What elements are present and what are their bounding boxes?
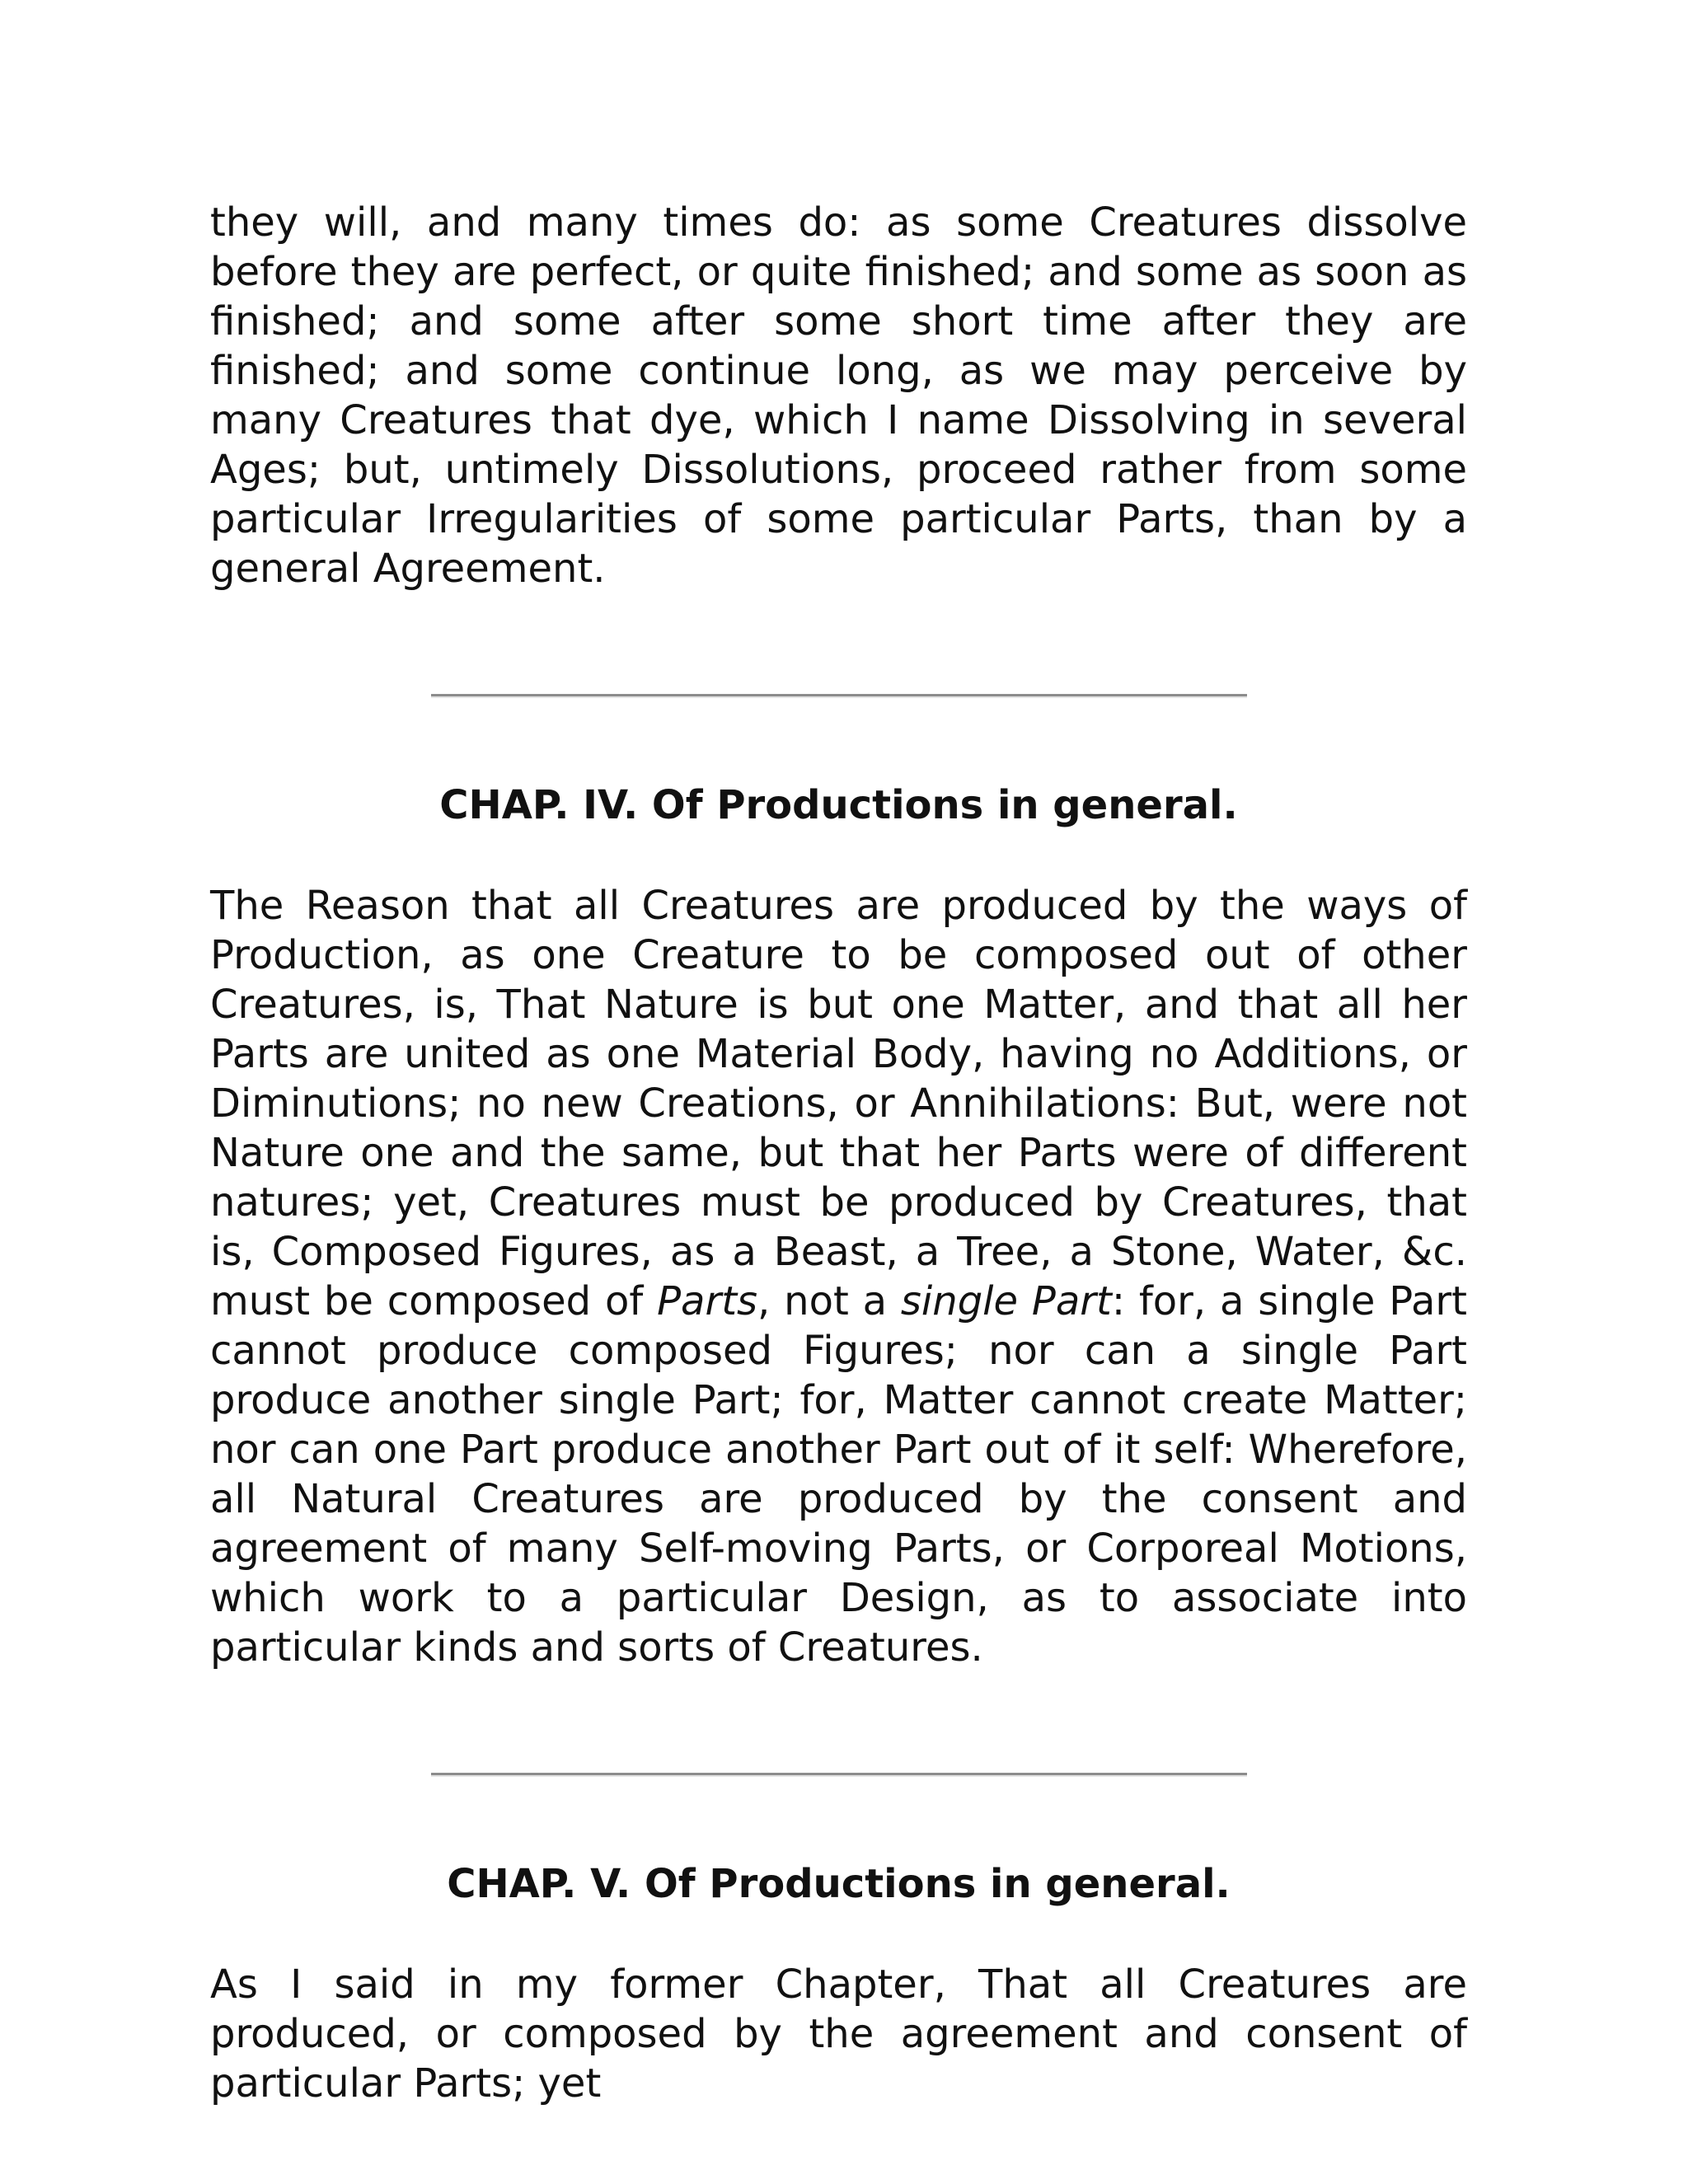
document-page — [210, 198, 1467, 2108]
section-divider — [431, 1773, 1247, 1777]
chapter-v-paragraph: As I said in my former Chapter, That all Creatures are produced, or composed by the agreement and consent of particular Parts; yet — [210, 1961, 1467, 2107]
chapter-iv-italic-parts: Parts — [657, 1278, 758, 1324]
chapter-iv-text-part1: The Reason that all Creatures are produced by the ways of Production, as one Creature to be composed out of other Creatures, is, That Nature is but one Matter, and that all her Parts are united as one Material Body, having no Additions, or Diminutions; no new Creations, or Annihilations: But, were not Nature one and the same, but that her Parts were of different natures; yet, Creatures must be produced by Creatures, that is, Composed Figures, as a Beast, a Tree, a Stone, Water, &c. must be composed of — [210, 883, 1467, 1324]
chapter-v-title: CHAP. V. Of Productions in general. — [447, 1861, 1231, 1907]
chapter-iv-italic-single-part: single Part — [900, 1278, 1112, 1324]
chapter-iv-paragraph — [210, 881, 1467, 1672]
chapter-iv-text-part3: : for, a single Part cannot produce composed Figures; nor can a single Part produce another single Part; for, Matter cannot create Matter; nor can one Part produce another Part out of it self: Wherefore, all Natural Creatures are produced by the consent and agreement of many Self-moving Parts, or Corporeal Motions, which work to a particular Design, as to associate into particular kinds and sorts of Creatures. — [210, 1278, 1467, 1671]
chapter-iv-title: CHAP. IV. Of Productions in general. — [439, 782, 1238, 828]
section-divider — [431, 694, 1247, 698]
opening-paragraph: they will, and many times do: as some Creatures dissolve before they are perfect, or quite finished; and some as soon as finished; and some after some short time after they are finished; and some continue long, as we may perceive by many Creatures that dye, which I name Dissolving in several Ages; but, untimely Dissolutions, proceed rather from some particular Irregularities of some particular Parts, than by a general Agreement. — [210, 199, 1467, 592]
chapter-iv-text-part2: , not a — [757, 1278, 901, 1324]
